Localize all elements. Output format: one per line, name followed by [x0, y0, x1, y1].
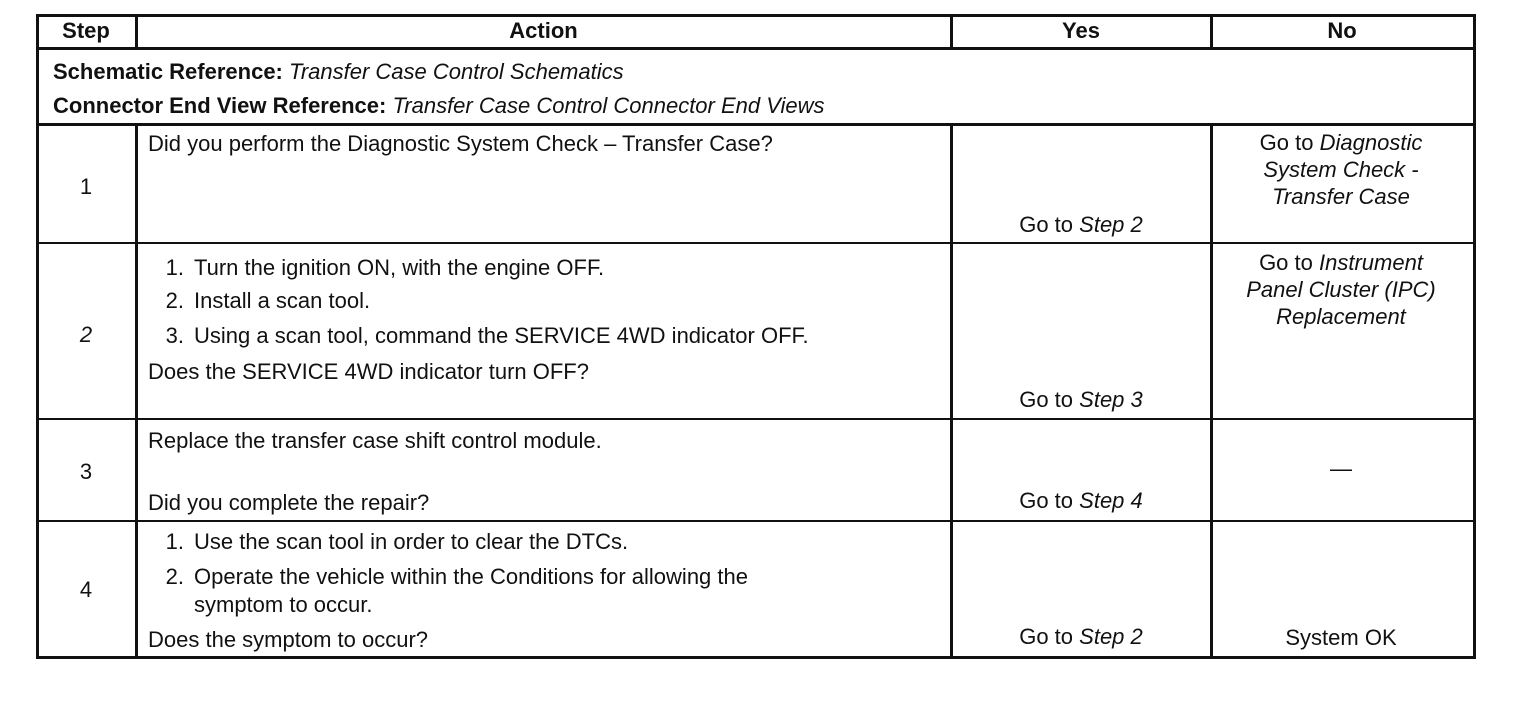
row-divider-1: [36, 242, 1476, 244]
step-4-question: Does the symptom to occur?: [148, 627, 429, 652]
step-4-item-2: [148, 563, 748, 619]
diagnostic-table: [36, 14, 1476, 659]
step-2-no-link-1: Instrument: [1319, 250, 1423, 275]
step-4-item-1: [148, 528, 628, 556]
step-4-number: 4: [79, 577, 93, 602]
step-2-yes-link: Step 3: [1079, 387, 1143, 412]
step-2-yes-prefix: Go to: [1019, 387, 1074, 412]
step-1-yes-prefix: Go to: [1019, 212, 1074, 237]
header-divider: [36, 47, 1476, 50]
step-2-item-2-num: 2.: [165, 288, 184, 313]
step-4-yes-prefix: Go to: [1019, 624, 1074, 649]
step-1-no: [1211, 129, 1471, 210]
step-4-no: System OK: [1285, 625, 1397, 650]
step-4-yes: [951, 624, 1211, 650]
step-2-question: Does the SERVICE 4WD indicator turn OFF?: [148, 359, 589, 384]
step-2-no-link-2: Panel Cluster (IPC): [1246, 277, 1436, 302]
step-3-yes-link: Step 4: [1079, 488, 1143, 513]
reference-divider: [36, 123, 1476, 126]
table-border-bottom: [36, 656, 1476, 659]
step-2-item-2: [148, 287, 370, 315]
step-1-number: 1: [79, 174, 93, 199]
step-2-no: [1211, 249, 1471, 330]
schematic-reference-label: Schematic Reference:: [53, 59, 283, 84]
step-2-no-link-3: Replacement: [1276, 304, 1406, 329]
step-2-item-3-text: Using a scan tool, command the SERVICE 4WD indicator OFF.: [194, 323, 809, 348]
step-4-item-1-text: Use the scan tool in order to clear the DTCs.: [194, 529, 629, 554]
step-2-item-3: [148, 322, 809, 350]
row-divider-3: [36, 520, 1476, 522]
step-2-item-3-num: 3.: [165, 323, 184, 348]
step-1-no-link-1: Diagnostic: [1319, 130, 1423, 155]
header-step: Step: [62, 18, 110, 43]
step-1-no-link-2: System Check -: [1263, 157, 1419, 182]
step-2-no-prefix: Go to: [1259, 250, 1313, 275]
step-4-item-2-text-cont: symptom to occur.: [194, 592, 373, 617]
step-1-no-link-3: Transfer Case: [1272, 184, 1410, 209]
step-1-yes: [951, 212, 1211, 238]
step-1-yes-link: Step 2: [1079, 212, 1143, 237]
header-no: No: [1327, 18, 1357, 43]
step-4-yes-link: Step 2: [1079, 624, 1143, 649]
step-2-item-2-text: Install a scan tool.: [194, 288, 371, 313]
step-2-item-1-text: Turn the ignition ON, with the engine OFF.: [194, 255, 605, 280]
table-border-top: [36, 14, 1476, 17]
step-3-question: Did you complete the repair?: [148, 490, 430, 515]
step-3-yes-prefix: Go to: [1019, 488, 1074, 513]
step-1-no-prefix: Go to: [1259, 130, 1314, 155]
step-2-item-1: [148, 254, 604, 282]
schematic-reference-value: Transfer Case Control Schematics: [289, 59, 624, 84]
connector-reference-value: Transfer Case Control Connector End Views: [392, 93, 825, 118]
connector-reference: [53, 93, 825, 119]
step-2-item-1-num: 1.: [165, 255, 184, 280]
header-action: Action: [509, 18, 578, 43]
step-3-instruction: Replace the transfer case shift control module.: [148, 428, 602, 453]
header-yes: Yes: [1062, 18, 1100, 43]
connector-reference-label: Connector End View Reference:: [53, 93, 387, 118]
step-3-number: 3: [79, 459, 93, 484]
step-1-question: Did you perform the Diagnostic System Check – Transfer Case?: [148, 131, 773, 156]
table-border-right: [1473, 14, 1476, 659]
step-4-item-1-num: 1.: [165, 529, 184, 554]
step-3-no: —: [1330, 456, 1352, 481]
row-divider-2: [36, 418, 1476, 420]
step-4-item-2-text: Operate the vehicle within the Conditions for allowing the: [194, 564, 748, 589]
step-4-item-2-num: 2.: [165, 564, 184, 589]
step-2-yes: [951, 387, 1211, 413]
step-3-yes: [951, 488, 1211, 514]
schematic-reference: [53, 59, 624, 85]
step-2-number: 2: [79, 322, 93, 347]
